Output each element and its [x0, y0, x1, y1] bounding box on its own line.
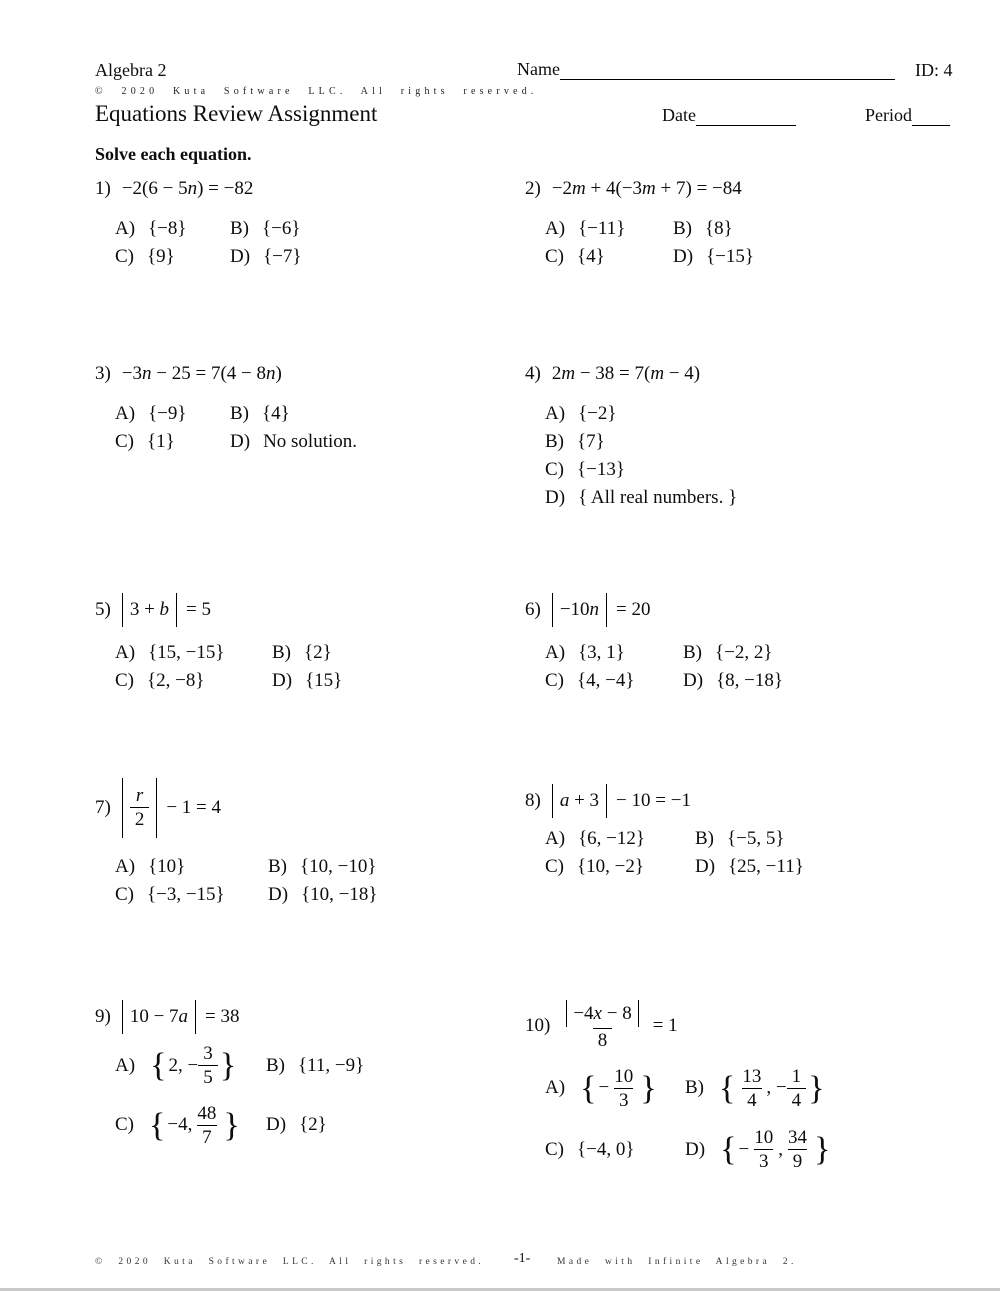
option-label: B)	[266, 1054, 285, 1076]
problem-5	[95, 593, 342, 692]
problem-4-option-d	[545, 487, 737, 509]
problem-8-option-c	[545, 856, 695, 878]
problem-9-option-b	[266, 1055, 364, 1077]
option-label: D)	[272, 670, 293, 691]
fraction-denominator: 9	[788, 1149, 808, 1173]
option-label: C)	[545, 459, 564, 480]
option-value: {−8}	[148, 218, 187, 239]
problem-9-option-d	[266, 1114, 364, 1136]
fraction	[749, 1126, 778, 1174]
option-label: C)	[545, 1138, 564, 1160]
problem-10-options	[545, 1065, 832, 1174]
option-value: {4}	[577, 246, 605, 267]
problem-5-options	[115, 642, 342, 692]
option-label: D)	[685, 1138, 706, 1160]
problem-2-option-c	[545, 246, 673, 268]
option-value: {−7}	[263, 246, 302, 267]
fraction-numerator: 13	[742, 1065, 762, 1087]
problem-number: 1)	[95, 178, 111, 199]
close-brace: }	[813, 1131, 831, 1169]
problem-number: 7)	[95, 796, 111, 818]
option-label: C)	[115, 670, 134, 691]
fraction	[130, 784, 150, 832]
problem-9-options	[115, 1042, 364, 1149]
option-label: B)	[695, 828, 714, 849]
problem-1-option-b	[230, 218, 302, 240]
problem-9-option-a	[115, 1042, 266, 1090]
problem-1-option-c	[115, 246, 230, 268]
option-value: {4}	[262, 403, 290, 424]
option-value: 2, −	[168, 1054, 199, 1076]
open-brace: {	[149, 1106, 166, 1144]
fraction	[609, 1065, 638, 1113]
equation-text: a + 3	[559, 790, 600, 811]
close-brace: }	[219, 1047, 237, 1085]
fraction	[561, 999, 643, 1053]
fraction-denominator: 5	[198, 1065, 218, 1089]
problem-8-options	[545, 828, 804, 878]
option-label: B)	[230, 403, 249, 424]
option-value: {10}	[148, 855, 186, 877]
problem-4-options	[545, 403, 737, 509]
option-value: , −	[766, 1077, 787, 1099]
fraction-denominator: 2	[130, 807, 150, 831]
problem-5-option-a	[115, 642, 272, 664]
problem-5-equation	[95, 593, 342, 627]
problem-3-option-c	[115, 431, 230, 453]
problem-8-option-a	[545, 828, 695, 850]
problem-1-option-a	[115, 218, 230, 240]
equation-rest: = 38	[205, 1006, 240, 1027]
problem-5-option-d	[272, 670, 342, 692]
problem-number: 4)	[525, 363, 541, 384]
problem-2-option-b	[673, 218, 754, 240]
option-label: B)	[230, 218, 249, 239]
problem-3-option-d	[230, 431, 357, 453]
option-value: {15}	[305, 670, 343, 691]
fraction-numerator: 10	[754, 1127, 774, 1149]
problem-3-options	[115, 403, 357, 453]
fraction-denominator: 3	[754, 1149, 774, 1173]
problem-7-option-c	[115, 884, 268, 906]
option-value: {−3, −15}	[147, 883, 225, 905]
equation-text: 10 − 7a	[129, 1006, 189, 1027]
problem-9	[95, 1000, 364, 1149]
period-label: Period	[865, 105, 912, 125]
problem-8-option-b	[695, 828, 804, 850]
option-value: { All real numbers. }	[578, 487, 738, 508]
option-value: {2}	[304, 642, 332, 663]
option-label: A)	[545, 828, 566, 849]
absolute-value	[122, 1000, 196, 1034]
problem-5-option-b	[272, 642, 342, 664]
option-value: {25, −11}	[728, 856, 804, 877]
fraction	[737, 1065, 766, 1113]
problem-8	[525, 784, 804, 878]
problem-7-options	[115, 856, 378, 906]
option-label: D)	[683, 670, 704, 691]
option-value: {−9}	[148, 403, 187, 424]
problem-1-options	[115, 218, 302, 268]
problem-7-option-a	[115, 856, 268, 878]
fraction	[783, 1126, 812, 1174]
equation-text: −2m + 4(−3m + 7) = −84	[551, 178, 742, 199]
option-label: B)	[545, 431, 564, 452]
open-brace: {	[150, 1047, 167, 1085]
open-brace: {	[720, 1131, 737, 1169]
option-value: No solution.	[263, 431, 358, 452]
problem-6-option-b	[683, 642, 783, 664]
equation-text: 2m − 38 = 7(m − 4)	[551, 363, 701, 384]
option-label: B)	[268, 855, 287, 877]
option-value: {8, −18}	[716, 670, 784, 691]
absolute-value	[566, 1000, 638, 1027]
equation-text: −2(6 − 5n) = −82	[121, 178, 254, 199]
option-label: C)	[115, 246, 134, 267]
problem-10-option-a	[545, 1065, 685, 1113]
option-label: C)	[545, 670, 564, 691]
option-label: A)	[115, 855, 136, 877]
problem-4-option-a	[545, 403, 737, 425]
option-label: D)	[673, 246, 694, 267]
problem-9-option-c	[115, 1102, 266, 1150]
option-label: C)	[115, 883, 134, 905]
option-label: D)	[230, 246, 251, 267]
option-label: C)	[545, 856, 564, 877]
option-value: {10, −2}	[577, 856, 644, 877]
option-label: A)	[115, 1054, 136, 1076]
problem-3-equation	[95, 363, 357, 385]
option-label: A)	[545, 218, 566, 239]
option-value: {15, −15}	[148, 642, 225, 663]
option-label: B)	[685, 1077, 704, 1099]
option-label: A)	[545, 642, 566, 663]
option-label: A)	[545, 403, 566, 424]
problem-3	[95, 363, 357, 453]
equation-text: −10n	[559, 599, 600, 620]
option-value: {8}	[705, 218, 733, 239]
id-badge: ID: 4	[915, 60, 953, 80]
equation-rest: − 10 = −1	[616, 790, 691, 811]
open-brace: {	[719, 1069, 736, 1107]
option-label: A)	[115, 218, 136, 239]
problem-2-options	[545, 218, 754, 268]
option-value: {−6}	[262, 218, 301, 239]
header-copyright: © 2020 Kuta Software LLC. All rights reserved.	[95, 86, 538, 97]
problem-4-option-c	[545, 459, 737, 481]
problem-8-option-d	[695, 856, 804, 878]
problem-6-option-c	[545, 670, 683, 692]
option-label: D)	[545, 487, 566, 508]
option-label: A)	[115, 642, 136, 663]
fraction	[192, 1102, 221, 1150]
problem-7-option-d	[268, 884, 378, 906]
problem-7-option-b	[268, 856, 378, 878]
problem-4-equation	[525, 363, 737, 385]
fraction	[198, 1042, 218, 1090]
problem-10-option-c	[545, 1139, 685, 1161]
option-label: A)	[115, 403, 136, 424]
fraction-denominator: 3	[614, 1088, 634, 1112]
problem-number: 2)	[525, 178, 541, 199]
instruction-text: Solve each equation.	[95, 144, 252, 164]
option-label: D)	[266, 1114, 287, 1136]
problem-9-equation	[95, 1000, 364, 1034]
option-value: {−5, 5}	[727, 828, 785, 849]
problem-2-option-a	[545, 218, 673, 240]
name-label: Name	[517, 59, 560, 79]
period-field-group	[865, 105, 950, 126]
problem-4	[525, 363, 737, 509]
option-value: {−13}	[577, 459, 625, 480]
fraction-numerator: 34	[787, 1127, 807, 1149]
problem-6-option-a	[545, 642, 683, 664]
option-label: D)	[268, 883, 289, 905]
problem-number: 5)	[95, 599, 111, 620]
option-value: {−2, 2}	[715, 642, 773, 663]
option-value: −	[738, 1138, 750, 1160]
option-value: {−4, 0}	[577, 1138, 635, 1160]
problem-3-option-a	[115, 403, 230, 425]
option-label: C)	[115, 1114, 134, 1136]
date-blank-line	[696, 107, 796, 126]
equation-rest: − 1 = 4	[166, 796, 222, 818]
problem-6	[525, 593, 783, 692]
fraction-numerator: 48	[197, 1102, 217, 1124]
date-field-group	[662, 105, 796, 126]
problem-1-option-d	[230, 246, 302, 268]
equation-text: 3 + b	[129, 599, 170, 620]
option-value: {3, 1}	[578, 642, 625, 663]
problem-7-equation	[95, 778, 378, 838]
problem-number: 10)	[525, 1014, 551, 1036]
problem-10-option-b	[685, 1065, 832, 1113]
footer-copyright: © 2020 Kuta Software LLC. All rights reserved.	[95, 1257, 485, 1267]
problem-10-option-d	[685, 1126, 832, 1174]
problem-6-equation	[525, 593, 783, 627]
option-value: {−2}	[578, 403, 617, 424]
option-label: C)	[545, 246, 564, 267]
course-title: Algebra 2	[95, 60, 167, 80]
problem-6-option-d	[683, 670, 783, 692]
period-blank-line	[912, 107, 950, 126]
footer-made-with: Made with Infinite Algebra 2.	[557, 1257, 797, 1267]
option-value: −	[598, 1077, 610, 1099]
option-label: A)	[545, 1077, 566, 1099]
option-value: {10, −10}	[300, 855, 377, 877]
absolute-value	[552, 784, 607, 818]
option-value: {2, −8}	[147, 670, 205, 691]
problem-number: 8)	[525, 790, 541, 811]
option-label: B)	[683, 642, 702, 663]
problem-10	[525, 999, 832, 1174]
absolute-value	[552, 593, 607, 627]
problem-2	[525, 178, 754, 268]
problem-1-equation	[95, 178, 302, 200]
close-brace: }	[808, 1069, 825, 1107]
date-label: Date	[662, 105, 696, 125]
problem-6-options	[545, 642, 783, 692]
option-label: C)	[115, 431, 134, 452]
fraction-denominator: 7	[197, 1125, 217, 1149]
problem-7	[95, 778, 378, 906]
problem-5-option-c	[115, 670, 272, 692]
option-label: D)	[695, 856, 716, 877]
open-brace: {	[580, 1069, 597, 1107]
option-label: D)	[230, 431, 251, 452]
fraction-denominator: 4	[787, 1088, 807, 1112]
option-value: {7}	[577, 431, 605, 452]
option-value: {2}	[299, 1114, 327, 1136]
close-brace: }	[640, 1069, 657, 1107]
option-value: {11, −9}	[298, 1054, 365, 1076]
page-number: -1-	[514, 1251, 531, 1266]
option-label: B)	[673, 218, 692, 239]
fraction-numerator: 1	[791, 1065, 802, 1087]
problem-10-equation	[525, 999, 832, 1053]
fraction-denominator: 4	[742, 1088, 762, 1112]
option-value: {−15}	[706, 246, 755, 267]
fraction-numerator: r	[135, 785, 144, 806]
problem-8-equation	[525, 784, 804, 818]
absolute-value	[122, 778, 158, 838]
absolute-value	[122, 593, 177, 627]
problem-3-option-b	[230, 403, 357, 425]
fraction-numerator: 3	[203, 1043, 213, 1064]
problem-number: 6)	[525, 599, 541, 620]
option-value: {−11}	[578, 218, 626, 239]
option-value: ,	[778, 1138, 783, 1160]
fraction-numerator: −4x − 8	[573, 1003, 632, 1024]
option-label: B)	[272, 642, 291, 663]
name-blank-line	[560, 61, 895, 80]
problem-1	[95, 178, 302, 268]
fraction	[787, 1065, 807, 1113]
name-field-group	[517, 59, 895, 80]
problem-number: 3)	[95, 363, 111, 384]
equation-text: −3n − 25 = 7(4 − 8n)	[121, 363, 282, 384]
option-value: {10, −18}	[301, 883, 378, 905]
option-value: {4, −4}	[577, 670, 635, 691]
problem-number: 9)	[95, 1006, 111, 1027]
fraction-denominator: 8	[593, 1028, 613, 1052]
equation-rest: = 1	[652, 1014, 678, 1036]
problem-2-option-d	[673, 246, 754, 268]
page-title: Equations Review Assignment	[95, 101, 378, 126]
option-value: {6, −12}	[578, 828, 646, 849]
option-value: {1}	[147, 431, 175, 452]
equation-rest: = 20	[616, 599, 651, 620]
equation-rest: = 5	[186, 599, 212, 620]
problem-4-option-b	[545, 431, 737, 453]
fraction-numerator: 10	[614, 1065, 634, 1087]
option-value: {9}	[147, 246, 175, 267]
close-brace: }	[223, 1106, 240, 1144]
problem-2-equation	[525, 178, 754, 200]
option-value: −4,	[167, 1114, 193, 1136]
